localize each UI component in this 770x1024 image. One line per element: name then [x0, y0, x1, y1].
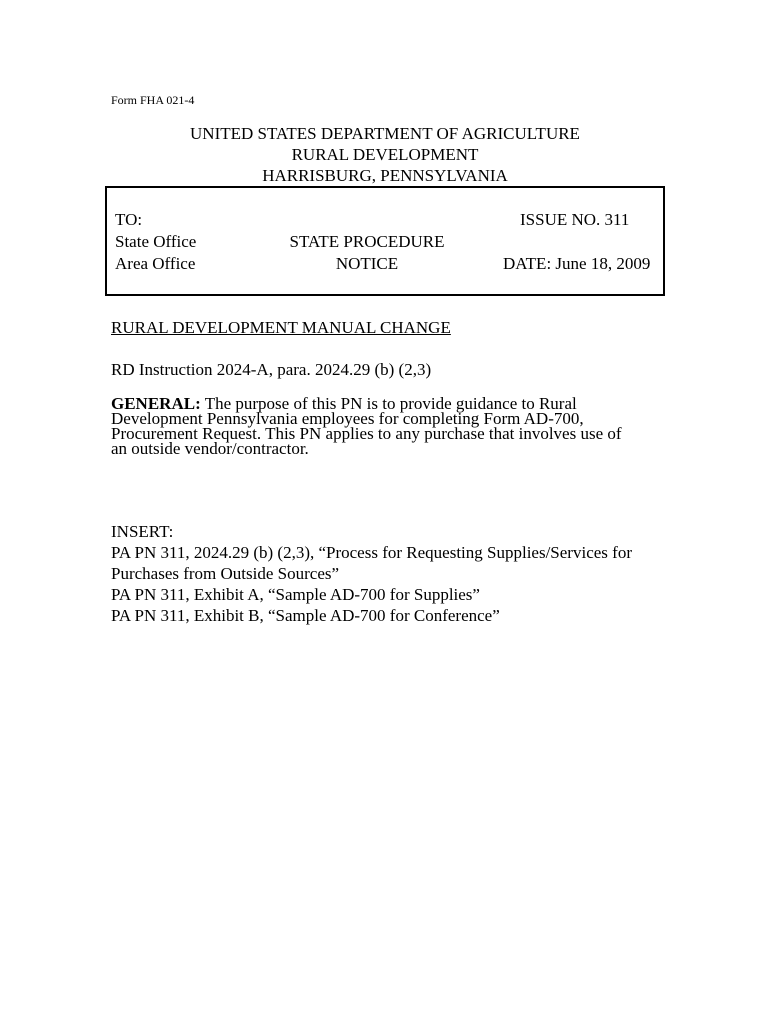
- manual-change-heading: RURAL DEVELOPMENT MANUAL CHANGE: [111, 318, 451, 337]
- general-section: [111, 396, 671, 456]
- insert-item: PA PN 311, 2024.29 (b) (2,3), “Process for Requesting Supplies/Services for: [111, 543, 632, 562]
- instruction-reference: RD Instruction 2024-A, para. 2024.29 (b) (2,3): [111, 360, 432, 379]
- agency-name: UNITED STATES DEPARTMENT OF AGRICULTURE: [190, 124, 580, 143]
- notice-header-box: [105, 186, 665, 296]
- procedure-title-line1: STATE PROCEDURE: [289, 232, 445, 251]
- notice-date: DATE: June 18, 2009: [503, 254, 651, 273]
- recipient-area-office: Area Office: [115, 254, 196, 273]
- issue-number: ISSUE NO. 311: [520, 210, 630, 229]
- general-text: The purpose of this PN is to provide guidance to Rural: [204, 394, 577, 413]
- insert-item: Purchases from Outside Sources”: [111, 564, 340, 583]
- insert-label: INSERT:: [111, 522, 174, 541]
- insert-item: PA PN 311, Exhibit B, “Sample AD-700 for Conference”: [111, 606, 500, 625]
- insert-section: [111, 521, 632, 626]
- agency-division: RURAL DEVELOPMENT: [291, 145, 479, 164]
- general-line: an outside vendor/contractor.: [111, 439, 309, 458]
- general-line: Development Pennsylvania employees for completing Form AD-700,: [111, 409, 584, 428]
- procedure-title-line2: NOTICE: [335, 254, 399, 273]
- general-lead: GENERAL:: [111, 394, 201, 413]
- general-line: Procurement Request. This PN applies to any purchase that involves use of: [111, 424, 622, 443]
- agency-location: HARRISBURG, PENNSYLVANIA: [262, 166, 508, 185]
- form-id: Form FHA 021-4: [111, 93, 195, 107]
- to-label: TO:: [115, 210, 143, 229]
- insert-item: PA PN 311, Exhibit A, “Sample AD-700 for Supplies”: [111, 585, 480, 604]
- recipient-state-office: State Office: [115, 232, 197, 251]
